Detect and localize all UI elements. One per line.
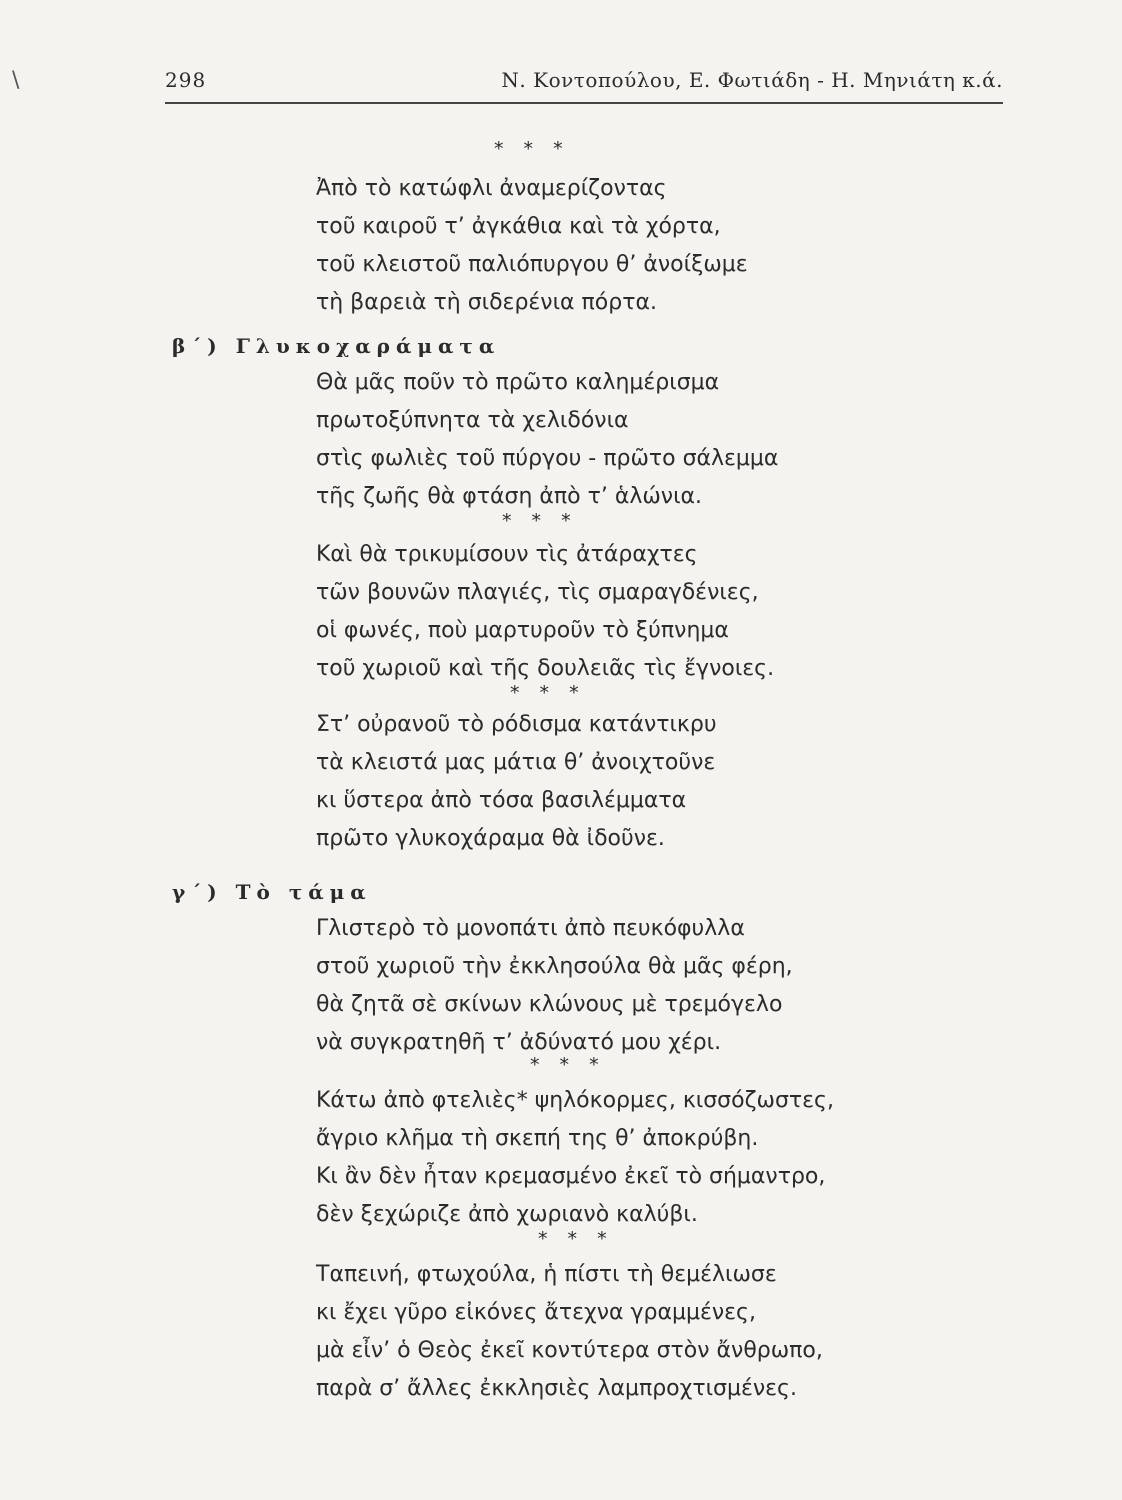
- verse-line: νὰ συγκρατηθῆ τ’ ἀδύνατό μου χέρι.: [316, 1030, 722, 1055]
- stanza-7: [316, 1256, 823, 1408]
- asterism-separator: * * *: [494, 138, 570, 160]
- stanza-6: [316, 1082, 834, 1234]
- asterism-separator: * * *: [530, 1054, 606, 1076]
- verse-line: Ἀπὸ τὸ κατώφλι ἀναμερίζοντας: [316, 176, 667, 201]
- page-header: [165, 68, 1003, 102]
- running-head: Ν. Κοντοπούλου, Ε. Φωτιάδη - Η. Μηνιάτη κ.ά.: [501, 68, 1003, 92]
- verse-line: Θὰ μᾶς ποῦν τὸ πρῶτο καλημέρισμα: [316, 370, 720, 395]
- verse-line: παρὰ σ’ ἄλλες ἐκκλησιὲς λαμπροχτισμένες.: [316, 1376, 797, 1401]
- stanza-3: [316, 536, 774, 688]
- stanza-4: [316, 706, 717, 858]
- verse-line: στοῦ χωριοῦ τὴν ἐκκλησούλα θὰ μᾶς φέρη,: [316, 954, 793, 979]
- verse-line: ἄγριο κλῆμα τὴ σκεπή της θ’ ἀποκρύβη.: [316, 1126, 759, 1151]
- section-heading-g: γ΄) Τὸ τάμα: [172, 880, 372, 904]
- verse-line: πρῶτο γλυκοχάραμα θὰ ἰδοῦνε.: [316, 826, 665, 851]
- corner-mark: \: [12, 68, 20, 93]
- verse-line: τῶν βουνῶν πλαγιές, τὶς σμαραγδένιες,: [316, 580, 759, 605]
- verse-line: τοῦ καιροῦ τ’ ἀγκάθια καὶ τὰ χόρτα,: [316, 214, 721, 239]
- page-number: 298: [165, 68, 207, 92]
- verse-line: θὰ ζητᾶ σὲ σκίνων κλώνους μὲ τρεμόγελο: [316, 992, 783, 1017]
- verse-line: τοῦ κλειστοῦ παλιόπυργου θ’ ἀνοίξωμε: [316, 252, 748, 277]
- asterism-separator: * * *: [538, 1228, 614, 1250]
- verse-line: κι ὕστερα ἀπὸ τόσα βασιλέμματα: [316, 788, 687, 813]
- verse-line: κι ἔχει γῦρο εἰκόνες ἄτεχνα γραμμένες,: [316, 1300, 756, 1325]
- header-rule: [165, 102, 1003, 104]
- verse-line: μὰ εἶν’ ὁ Θεὸς ἐκεῖ κοντύτερα στὸν ἄνθρωπο,: [316, 1338, 823, 1363]
- verse-line: πρωτοξύπνητα τὰ χελιδόνια: [316, 408, 629, 433]
- asterism-separator: * * *: [502, 510, 578, 532]
- verse-line: οἱ φωνές, ποὺ μαρτυροῦν τὸ ξύπνημα: [316, 618, 729, 643]
- asterism-separator: * * *: [510, 682, 586, 704]
- verse-line: Κι ἂν δὲν ἦταν κρεμασμένο ἐκεῖ τὸ σήμαντρο,: [316, 1164, 826, 1189]
- verse-line: στὶς φωλιὲς τοῦ πύργου - πρῶτο σάλεμμα: [316, 446, 779, 471]
- verse-line: Κάτω ἀπὸ φτελιὲς* ψηλόκορμες, κισσόζωστες,: [316, 1088, 834, 1113]
- verse-line: Ταπεινή, φτωχούλα, ἡ πίστι τὴ θεμέλιωσε: [316, 1262, 777, 1287]
- verse-line: Γλιστερὸ τὸ μονοπάτι ἀπὸ πευκόφυλλα: [316, 916, 745, 941]
- verse-line: τοῦ χωριοῦ καὶ τῆς δουλειᾶς τὶς ἔγνοιες.: [316, 656, 775, 681]
- verse-line: δὲν ξεχώριζε ἀπὸ χωριανὸ καλύβι.: [316, 1202, 698, 1227]
- verse-line: τὰ κλειστά μας μάτια θ’ ἀνοιχτοῦνε: [316, 750, 716, 775]
- stanza-5: [316, 910, 793, 1062]
- verse-line: Στ’ οὐρανοῦ τὸ ρόδισμα κατάντικρυ: [316, 712, 717, 737]
- verse-line: τῆς ζωῆς θὰ φτάση ἀπὸ τ’ ἁλώνια.: [316, 484, 703, 509]
- section-heading-b: β΄) Γλυκοχαράματα: [172, 334, 501, 358]
- verse-line: Καὶ θὰ τρικυμίσουν τὶς ἀτάραχτες: [316, 542, 698, 567]
- stanza-1: [316, 170, 748, 322]
- verse-line: τὴ βαρειὰ τὴ σιδερένια πόρτα.: [316, 290, 657, 315]
- stanza-2: [316, 364, 778, 516]
